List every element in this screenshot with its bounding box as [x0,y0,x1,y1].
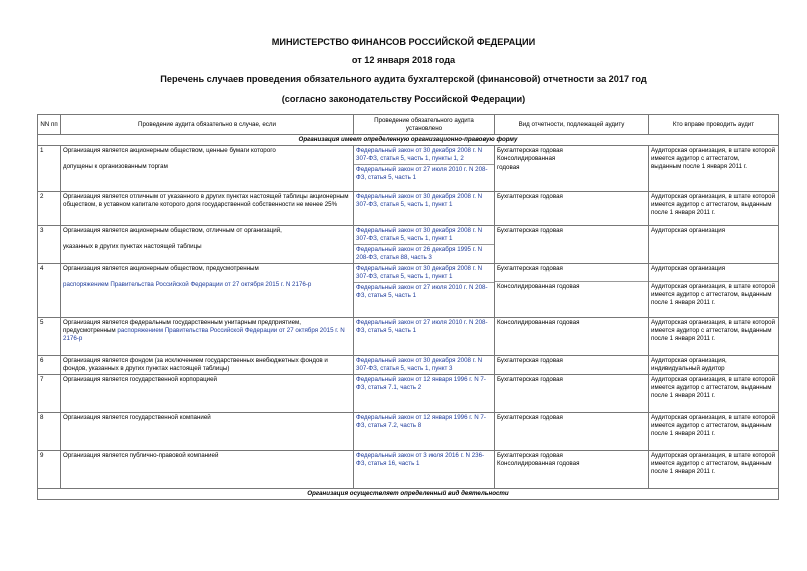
auditor-cell [649,146,779,192]
report-cell: Бухгалтерская годовая [495,226,649,264]
row-number: 2 [38,192,61,226]
law-link[interactable]: Федеральный закон от 30 декабря 2008 г. N 307-ФЗ, статья 5, часть 1, пункт 3 [356,357,483,372]
row-number: 3 [38,226,61,264]
law-link[interactable]: Федеральный закон от 26 декабря 1995 г. N 208-ФЗ, статья 88, часть 3 [354,244,494,262]
law-link[interactable]: Федеральный закон от 12 января 1996 г. N 7-ФЗ, статья 7.2, часть 8 [356,414,486,429]
section-row [38,489,779,500]
law-link[interactable]: Федеральный закон от 27 июля 2010 г. N 208-ФЗ, статья 5, часть 1 [354,164,494,182]
law-link[interactable]: Федеральный закон от 27 июля 2010 г. N 208-ФЗ, статья 5, часть 1 [356,319,488,334]
auditor-text: Аудиторская организация, в штате которой имеется аудитор с аттестатом, [651,147,776,162]
auditor-cell: Аудиторская организация, в штате которой имеется аудитор с аттестатом, выданным после 1 января 2011 г. [649,375,779,413]
report-cell: Бухгалтерская годовая [495,192,649,226]
table-row [38,226,779,264]
table-row [38,264,779,318]
case-cell: Организация является фондом (за исключением государственных внебюджетных фондов и фондов, указанных в других пунктах настоящей таблицы) [61,356,354,375]
report-cell: Бухгалтерская годовая [495,356,649,375]
table-row [38,451,779,489]
document-date: от 12 января 2018 года [351,55,456,65]
report-text: Консолидированная [497,155,556,162]
law-link[interactable]: Федеральный закон от 30 декабря 2008 г. N 307-ФЗ, статья 5, часть 1, пункт 1 [356,227,483,242]
audit-cases-table [37,114,779,500]
column-header-case: Проведение аудита обязательно в случае, если [61,115,354,135]
decree-link[interactable]: распоряжением Правительства Российской Федерации от 27 октября 2015 г. N 2176-р [63,281,312,288]
report-text: Консолидированная годовая [495,281,648,291]
auditor-cell: Аудиторская организация, в штате которой имеется аудитор с аттестатом, выданным после 1 января 2011 г. [649,413,779,451]
auditor-cell: Аудиторская организация [649,226,779,264]
case-cell: Организация является публично-правовой компанией [61,451,354,489]
report-text: Бухгалтерская годовая [497,147,563,154]
row-number: 9 [38,451,61,489]
ministry-heading: МИНИСТЕРСТВО ФИНАНСОВ РОССИЙСКОЙ ФЕДЕРАЦИИ [271,37,536,47]
row-number: 7 [38,375,61,413]
report-text: Бухгалтерская годовая [497,452,563,459]
table-row [38,375,779,413]
document-subtitle: (согласно законодательству Российской Федерации) [281,94,526,104]
case-cell: Организация является государственной корпорацией [61,375,354,413]
law-link[interactable]: Федеральный закон от 30 декабря 2008 г. N 307-ФЗ, статья 5, часть 1, пункт 1 [356,265,483,280]
case-text: Организация является акционерным обществом, предусмотренным [63,265,259,272]
report-cell [495,264,649,318]
law-link[interactable]: Федеральный закон от 12 января 1996 г. N 7-ФЗ, статья 7.1, часть 2 [356,376,486,391]
law-link[interactable]: Федеральный закон от 30 декабря 2008 г. N 307-ФЗ, статья 5, часть 1, пункт 1 [356,193,483,208]
auditor-text: Аудиторская организация [651,265,726,272]
case-cell [61,264,354,318]
law-cell [354,375,495,413]
auditor-cell: Аудиторская организация, в штате которой имеется аудитор с аттестатом, выданным после 1 января 2011 г. [649,451,779,489]
row-number: 8 [38,413,61,451]
auditor-cell: Аудиторская организация, в штате которой имеется аудитор с аттестатом, выданным после 1 января 2011 г. [649,192,779,226]
column-header-auditor: Кто вправе проводить аудит [649,115,779,135]
report-text: годовая [497,164,520,171]
column-header-report: Вид отчетности, подлежащей аудиту [495,115,649,135]
law-cell [354,356,495,375]
report-cell: Консолидированная годовая [495,318,649,356]
table-row [38,318,779,356]
report-text: Бухгалтерская годовая [497,265,563,272]
auditor-cell: Аудиторская организация, в штате которой имеется аудитор с аттестатом, выданным после 1 января 2011 г. [649,318,779,356]
table-row [38,413,779,451]
row-number: 5 [38,318,61,356]
law-cell [354,226,495,264]
case-text: Организация является акционерным обществом, отличным от организаций, [63,227,282,234]
section-legal-form: Организация имеет определенную организационно-правовую форму [38,135,779,146]
law-cell [354,413,495,451]
case-cell: Организация является государственной компанией [61,413,354,451]
row-number: 4 [38,264,61,318]
document-title: Перечень случаев проведения обязательного аудита бухгалтерской (финансовой) отчетности за 2017 год [160,74,647,84]
auditor-text: Аудиторская организация, в штате которой имеется аудитор с аттестатом, выданным после 1 января 2011 г. [649,281,778,307]
case-cell [61,318,354,356]
case-cell: Организация является отличным от указанного в других пунктах настоящей таблицы акционерным обществом, в уставном капитале которого доля государственной собственности не менее 25% [61,192,354,226]
auditor-text: выданным после 1 января 2011 г. [651,163,747,170]
case-cell [61,226,354,264]
case-text: Организация является акционерным обществом, ценные бумаги которого [63,147,276,154]
table-row [38,146,779,192]
law-link[interactable]: Федеральный закон от 3 июля 2016 г. N 236-ФЗ, статья 16, часть 1 [356,452,485,467]
law-cell [354,318,495,356]
report-cell [495,146,649,192]
decree-link[interactable]: распоряжением Правительства Российской Федерации от 27 октября 2015 г. N 2176-р [63,327,345,342]
law-cell [354,264,495,318]
case-text: допущены к организованным торгам [63,163,168,170]
table-header-row [38,115,779,135]
report-cell [495,451,649,489]
table-row [38,192,779,226]
report-text: Консолидированная годовая [497,460,580,467]
law-cell [354,146,495,192]
section-activity-type: Организация осуществляет определенный вид деятельности [38,489,779,500]
law-cell [354,192,495,226]
report-cell: Бухгалтерская годовая [495,413,649,451]
row-number: 1 [38,146,61,192]
auditor-cell [649,264,779,318]
case-text: Организация является федеральным государственным унитарным предприятием, предусмотренным [63,319,301,334]
column-header-law: Проведение обязательного аудита установлено [354,115,495,135]
case-cell [61,146,354,192]
auditor-cell: Аудиторская организация, индивидуальный аудитор [649,356,779,375]
case-text: указанных в других пунктах настоящей таблицы [63,243,202,250]
table-row [38,356,779,375]
law-link[interactable]: Федеральный закон от 30 декабря 2008 г. N 307-ФЗ, статья 5, часть 1, пункты 1, 2 [356,147,483,162]
law-cell [354,451,495,489]
column-header-num: NN пп [38,115,61,135]
section-row [38,135,779,146]
row-number: 6 [38,356,61,375]
report-cell: Бухгалтерская годовая [495,375,649,413]
law-link[interactable]: Федеральный закон от 27 июля 2010 г. N 208-ФЗ, статья 5, часть 1 [354,282,494,300]
